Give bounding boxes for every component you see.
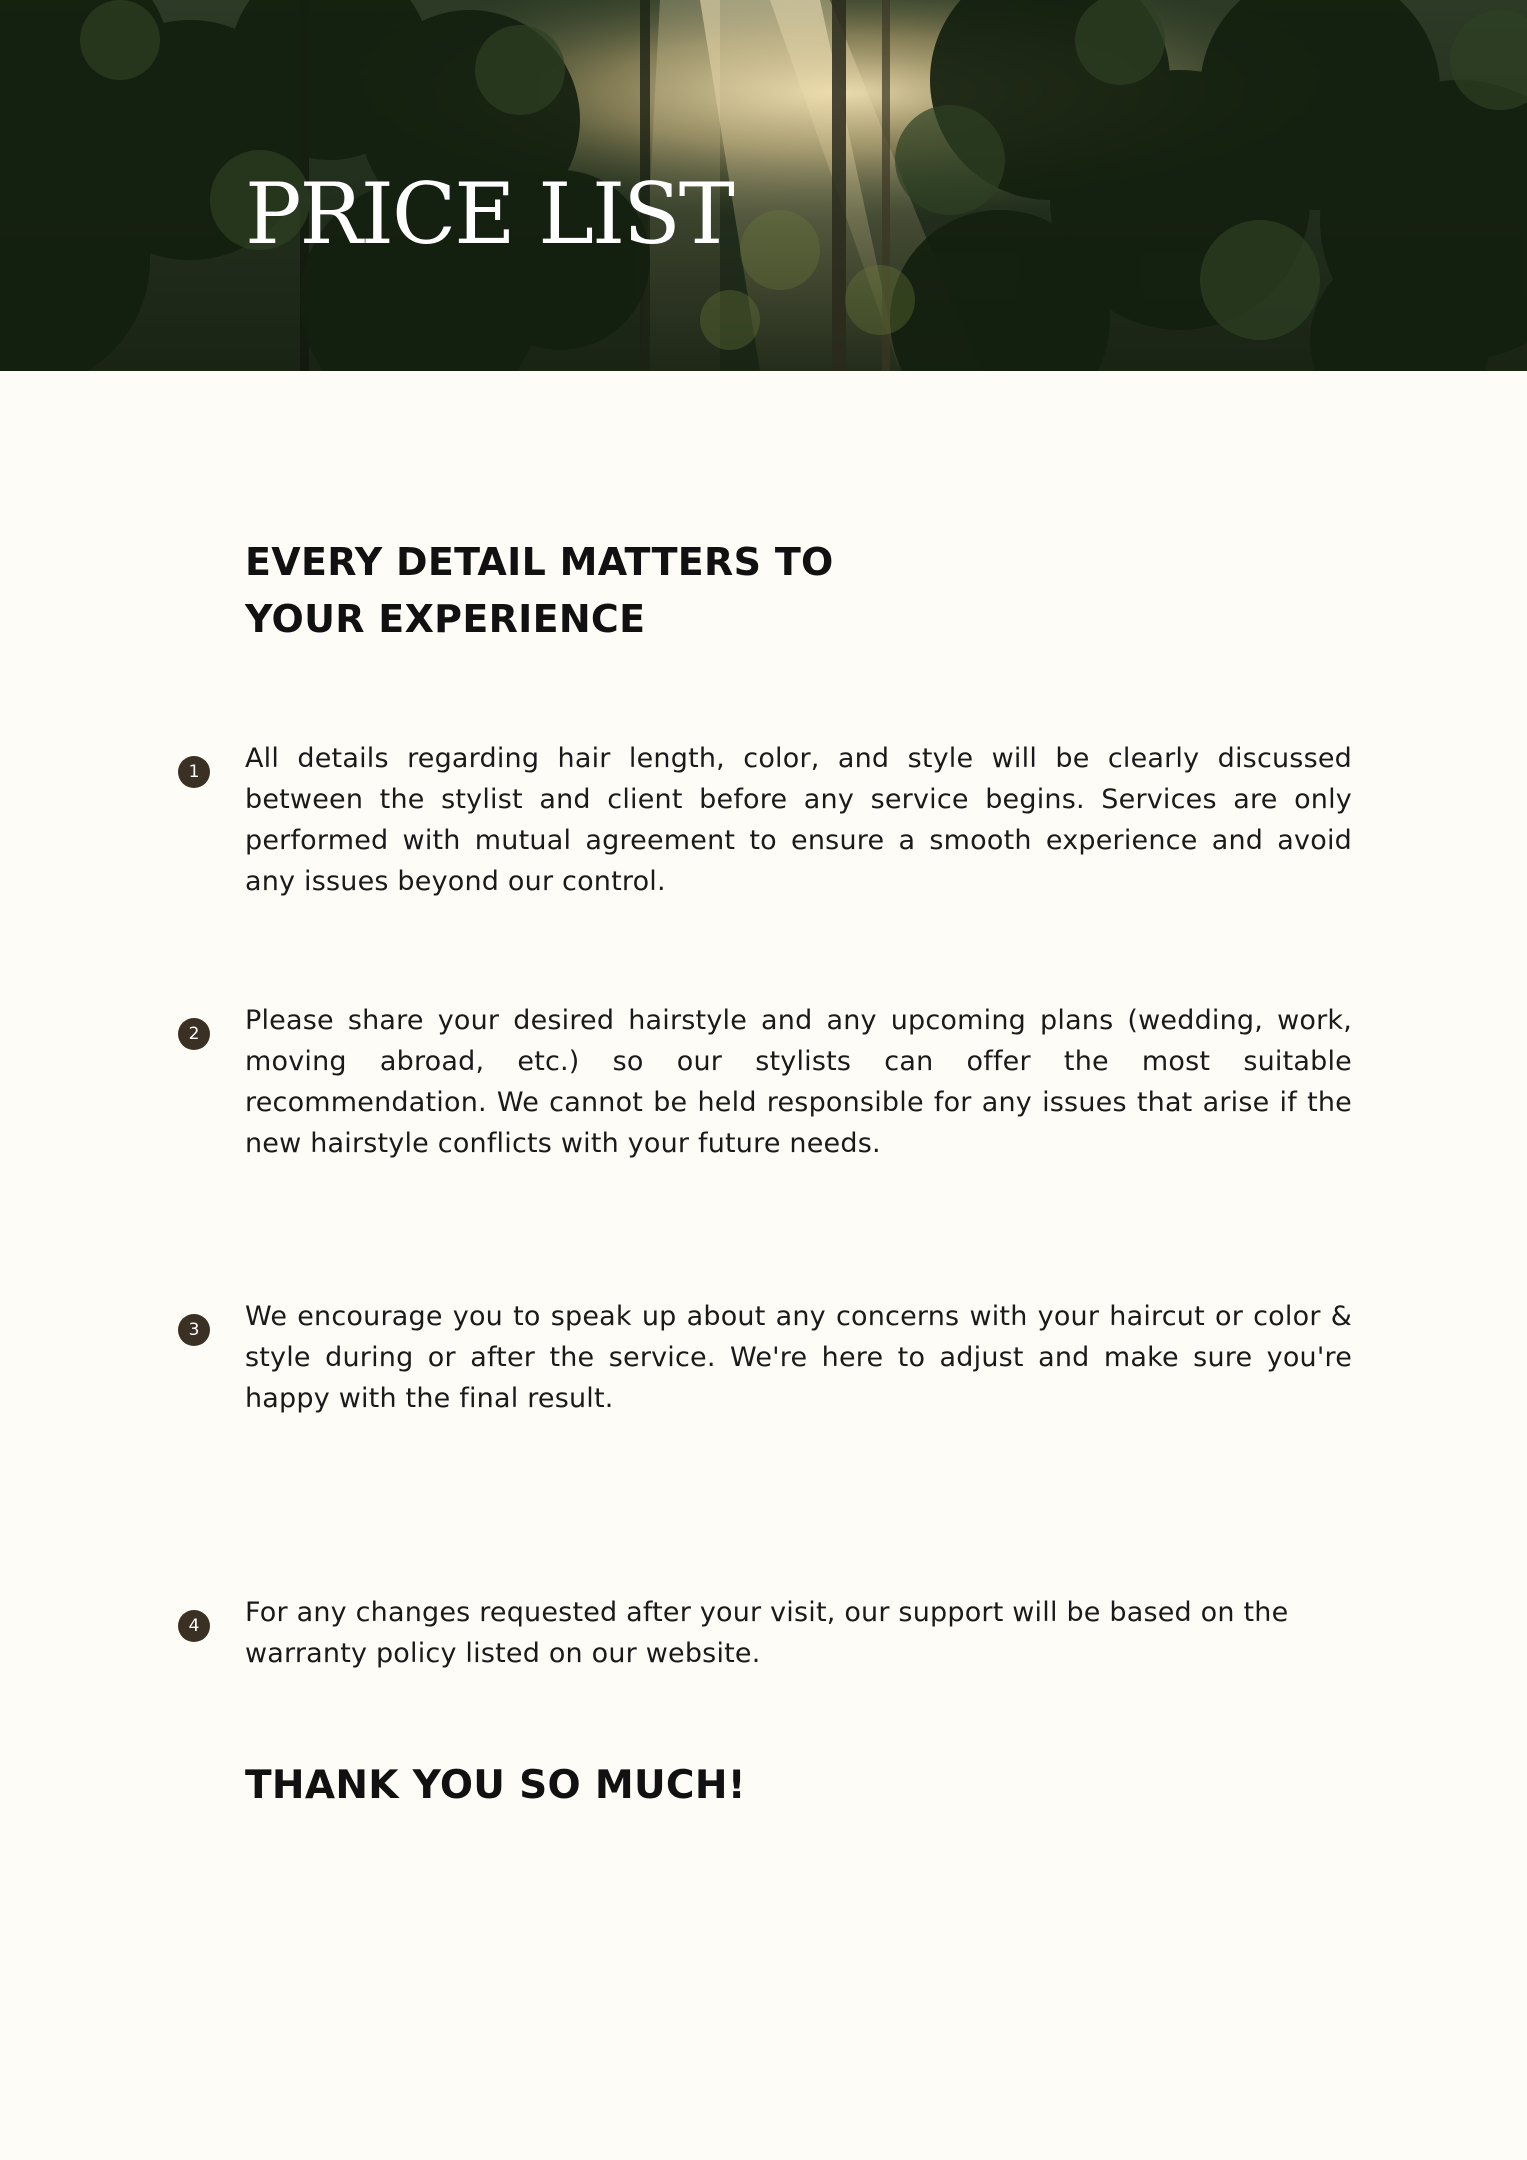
number-badge: 4 [178, 1610, 210, 1642]
header-banner [0, 0, 1527, 371]
closing-message: THANK YOU SO MUCH! [245, 1763, 746, 1808]
list-item-text: We encourage you to speak up about any concerns with your haircut or color & style during or after the service. We're here to adjust and make sure you're happy with the final result. [245, 1301, 1352, 1414]
list-item-text: For any changes requested after your visit, our support will be based on the warranty policy listed on our website. [245, 1597, 1289, 1669]
number-badge: 1 [178, 756, 210, 788]
number-badge: 3 [178, 1314, 210, 1346]
number-badge: 2 [178, 1018, 210, 1050]
list-item-text: All details regarding hair length, color, and style will be clearly discussed between the stylist and client before any service begins. Services are only performed with mutual agreement to ensure a smooth experience and avoid any issues beyond our control. [245, 743, 1352, 897]
forest-sunlight-photo [0, 0, 1527, 371]
page-title: PRICE LIST [245, 165, 733, 263]
section-headline: EVERY DETAIL MATTERS TO YOUR EXPERIENCE [245, 540, 834, 641]
list-item-text: Please share your desired hairstyle and any upcoming plans (wedding, work, moving abroad, etc.) so our stylists can offer the most suitable recommendation. We cannot be held responsible for any issues that arise if the new hairstyle conflicts with your future needs. [245, 1005, 1352, 1159]
